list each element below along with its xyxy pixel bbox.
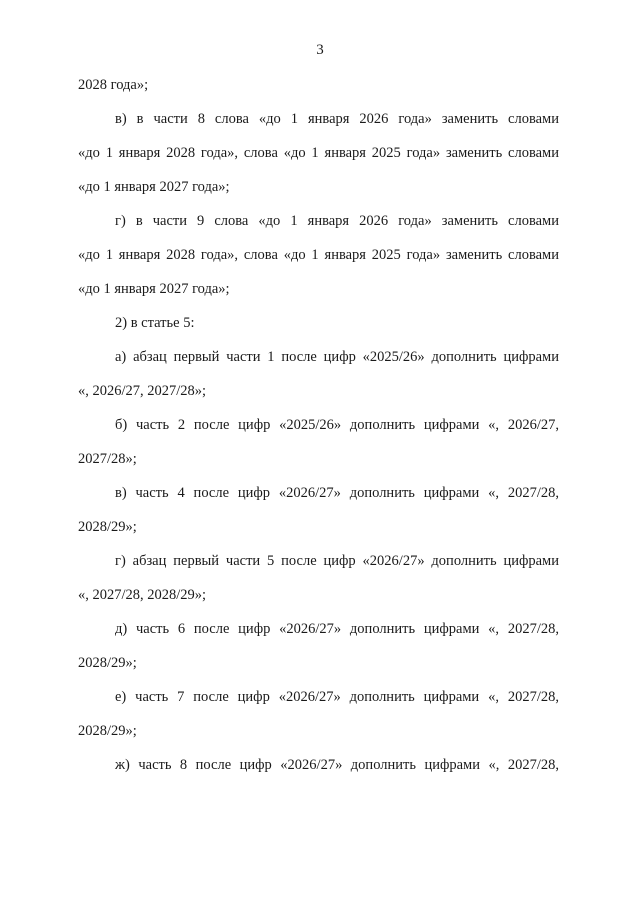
text-line: 2) в статье 5:	[115, 315, 195, 331]
text-line: в) часть 4 после цифр «2026/27» дополнить цифрами «, 2027/28,	[115, 485, 559, 501]
text-line: «до 1 января 2028 года», слова «до 1 января 2025 года» заменить словами	[78, 247, 559, 263]
page-number: 3	[316, 42, 324, 58]
text-line: «, 2026/27, 2027/28»;	[78, 383, 207, 399]
text-line: 2027/28»;	[78, 451, 137, 467]
text-line: «до 1 января 2027 года»;	[78, 281, 230, 297]
text-line: «до 1 января 2027 года»;	[78, 179, 230, 195]
text-line: ж) часть 8 после цифр «2026/27» дополнить цифрами «, 2027/28,	[115, 757, 559, 773]
text-line: «до 1 января 2028 года», слова «до 1 января 2025 года» заменить словами	[78, 145, 559, 161]
text-line: а) абзац первый части 1 после цифр «2025/26» дополнить цифрами	[115, 349, 559, 365]
text-line: в) в части 8 слова «до 1 января 2026 года» заменить словами	[115, 111, 559, 127]
text-line: 2028/29»;	[78, 519, 137, 535]
text-line: 2028/29»;	[78, 655, 137, 671]
text-line: «, 2027/28, 2028/29»;	[78, 587, 207, 603]
text-line: 2028 года»;	[78, 77, 149, 93]
text-line: е) часть 7 после цифр «2026/27» дополнить цифрами «, 2027/28,	[115, 689, 559, 705]
text-line: г) в части 9 слова «до 1 января 2026 года» заменить словами	[115, 213, 559, 229]
text-line: 2028/29»;	[78, 723, 137, 739]
text-line: г) абзац первый части 5 после цифр «2026/27» дополнить цифрами	[115, 553, 559, 569]
text-line: б) часть 2 после цифр «2025/26» дополнить цифрами «, 2026/27,	[115, 417, 559, 433]
document-body	[78, 75, 559, 789]
text-line: д) часть 6 после цифр «2026/27» дополнить цифрами «, 2027/28,	[115, 621, 559, 637]
